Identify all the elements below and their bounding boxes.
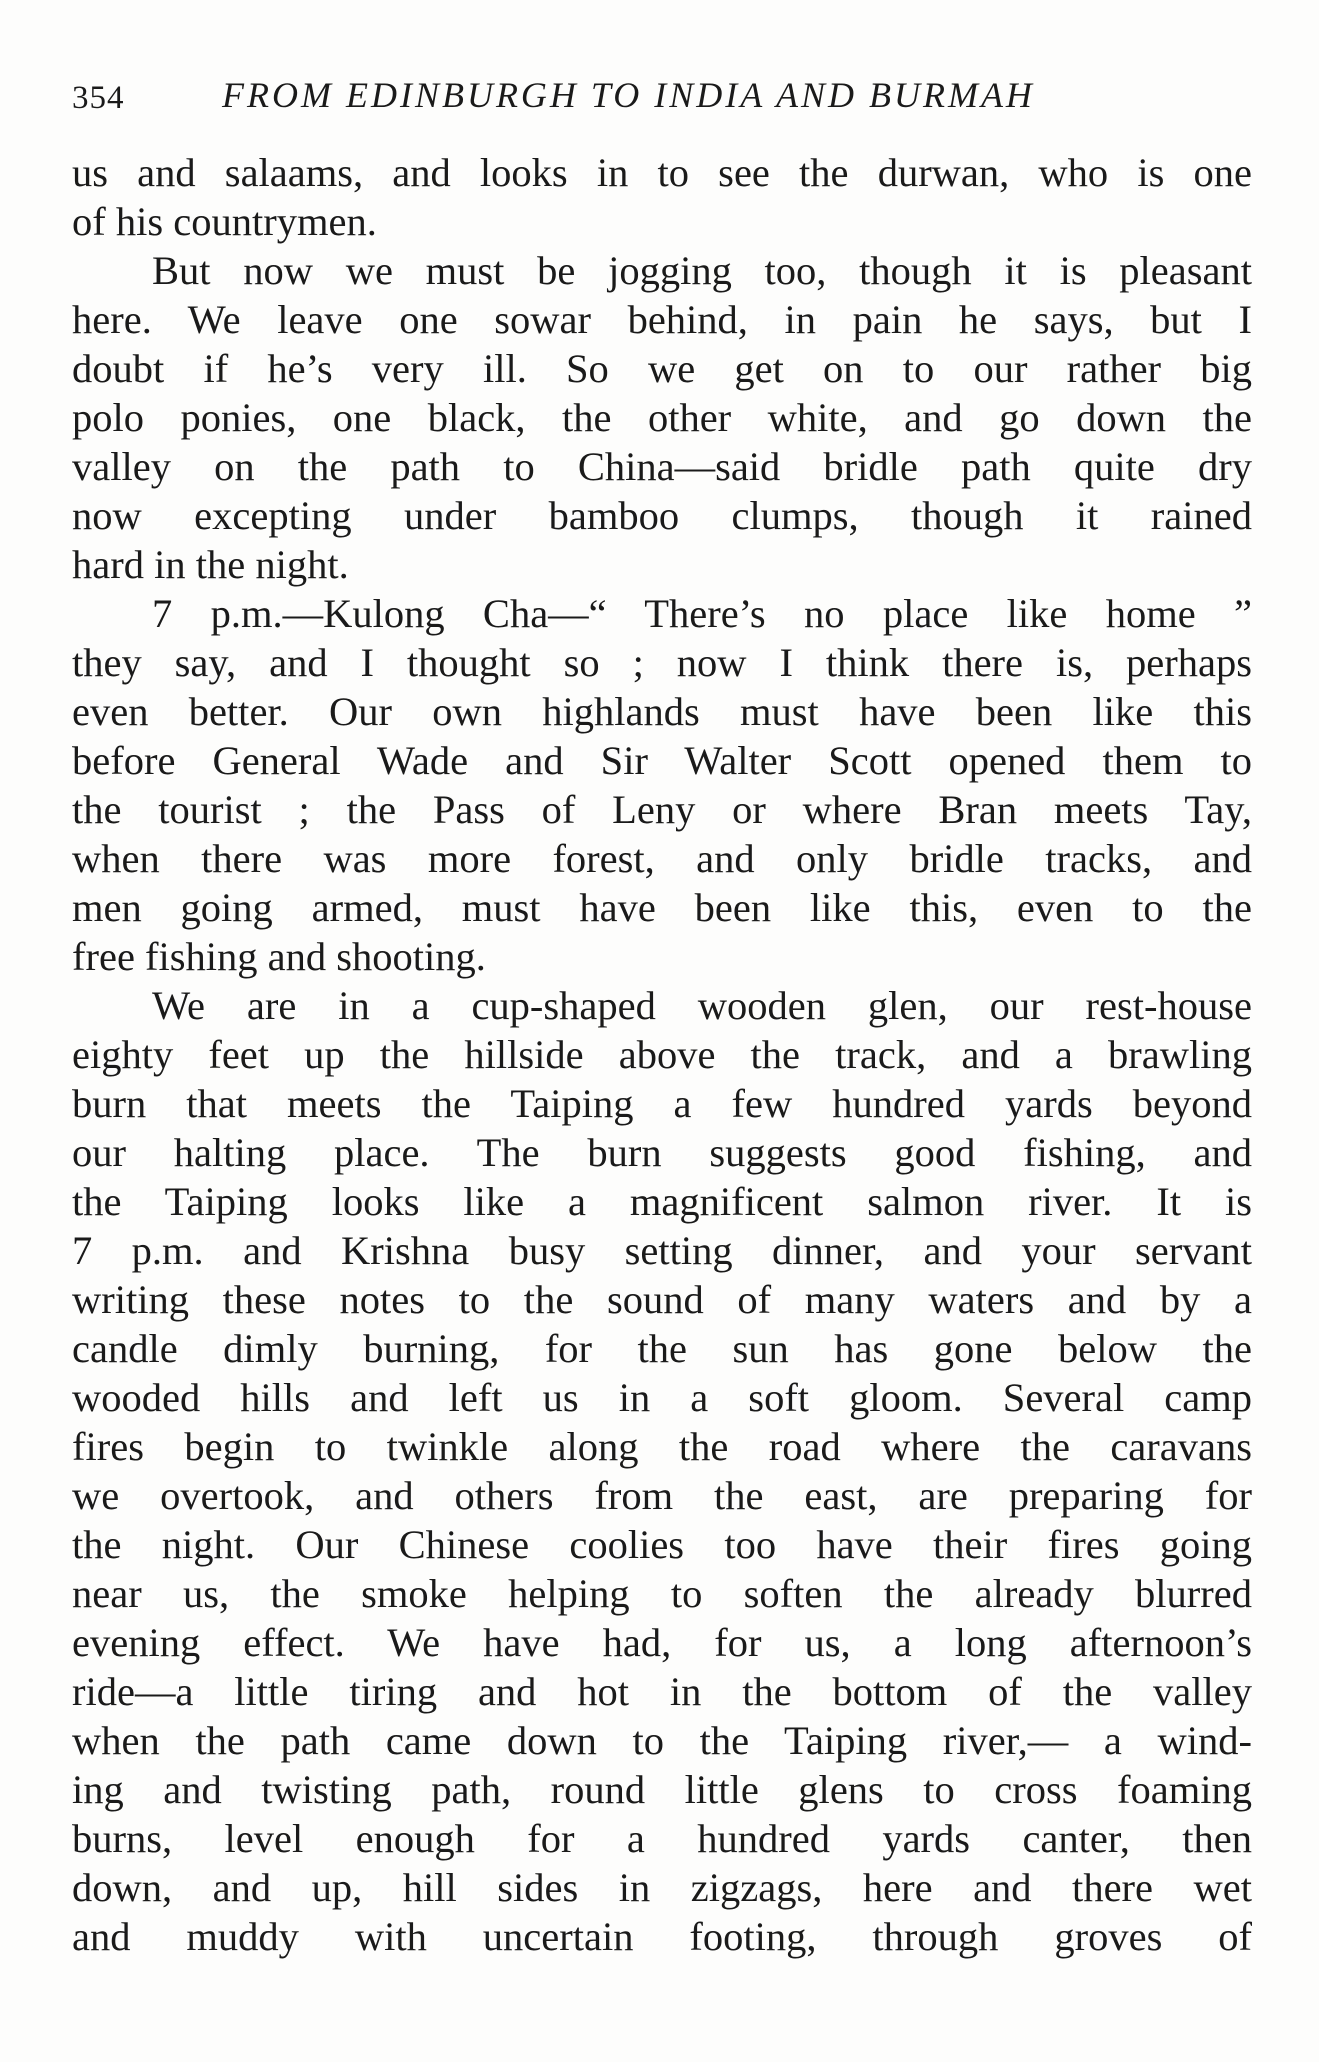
text-line: hard in the night. xyxy=(72,542,349,587)
text-line: the Taiping looks like a magnificent salmon river. It is xyxy=(72,1179,1252,1224)
text-line: now excepting under bamboo clumps, though it rained xyxy=(72,493,1252,538)
text-line: valley on the path to China—said bridle path quite dry xyxy=(72,444,1252,489)
text-line: near us, the smoke helping to soften the already blurred xyxy=(72,1571,1252,1616)
text-line: fires begin to twinkle along the road where the caravans xyxy=(72,1424,1252,1469)
text-line: before General Wade and Sir Walter Scott opened them to xyxy=(72,738,1252,783)
text-line: 7 p.m.—Kulong Cha—“ There’s no place like home ” xyxy=(152,591,1252,636)
text-line: us and salaams, and looks in to see the durwan, who is one xyxy=(72,150,1252,195)
body-text xyxy=(72,148,1252,1961)
text-line: the night. Our Chinese coolies too have their fires going xyxy=(72,1522,1252,1567)
text-line: ing and twisting path, round little glens to cross foaming xyxy=(72,1767,1252,1812)
text-line: eighty feet up the hillside above the track, and a brawling xyxy=(72,1032,1252,1077)
running-head xyxy=(72,74,1252,124)
text-line: the tourist ; the Pass of Leny or where Bran meets Tay, xyxy=(72,787,1252,832)
text-line: free fishing and shooting. xyxy=(72,934,486,979)
text-line: our halting place. The burn suggests good fishing, and xyxy=(72,1130,1252,1175)
text-line: when there was more forest, and only bridle tracks, and xyxy=(72,836,1252,881)
text-line: burn that meets the Taiping a few hundred yards beyond xyxy=(72,1081,1252,1126)
text-line: even better. Our own highlands must have been like this xyxy=(72,689,1252,734)
text-line: polo ponies, one black, the other white, and go down the xyxy=(72,395,1252,440)
text-line: doubt if he’s very ill. So we get on to our rather big xyxy=(72,346,1252,391)
text-line: down, and up, hill sides in zigzags, here and there wet xyxy=(72,1865,1252,1910)
text-line: and muddy with uncertain footing, through groves of xyxy=(72,1914,1252,1959)
running-title: FROM EDINBURGH TO INDIA AND BURMAH xyxy=(222,75,1035,115)
text-line: men going armed, must have been like this, even to the xyxy=(72,885,1252,930)
text-line: burns, level enough for a hundred yards canter, then xyxy=(72,1816,1252,1861)
text-line: they say, and I thought so ; now I think there is, perhaps xyxy=(72,640,1252,685)
text-line: we overtook, and others from the east, are preparing for xyxy=(72,1473,1252,1518)
text-line: writing these notes to the sound of many waters and by a xyxy=(72,1277,1252,1322)
text-line: 7 p.m. and Krishna busy setting dinner, and your servant xyxy=(72,1228,1252,1273)
text-line: here. We leave one sowar behind, in pain he says, but I xyxy=(72,297,1252,342)
text-line: But now we must be jogging too, though it is pleasant xyxy=(152,248,1252,293)
text-line: ride—a little tiring and hot in the bottom of the valley xyxy=(72,1669,1252,1714)
text-line: of his countrymen. xyxy=(72,199,377,244)
text-line: when the path came down to the Taiping river,— a wind- xyxy=(72,1718,1252,1763)
text-line: We are in a cup-shaped wooden glen, our rest-house xyxy=(152,983,1252,1028)
page-number: 354 xyxy=(72,80,125,116)
text-line: wooded hills and left us in a soft gloom. Several camp xyxy=(72,1375,1252,1420)
text-line: candle dimly burning, for the sun has gone below the xyxy=(72,1326,1252,1371)
text-line: evening effect. We have had, for us, a long afternoon’s xyxy=(72,1620,1252,1665)
